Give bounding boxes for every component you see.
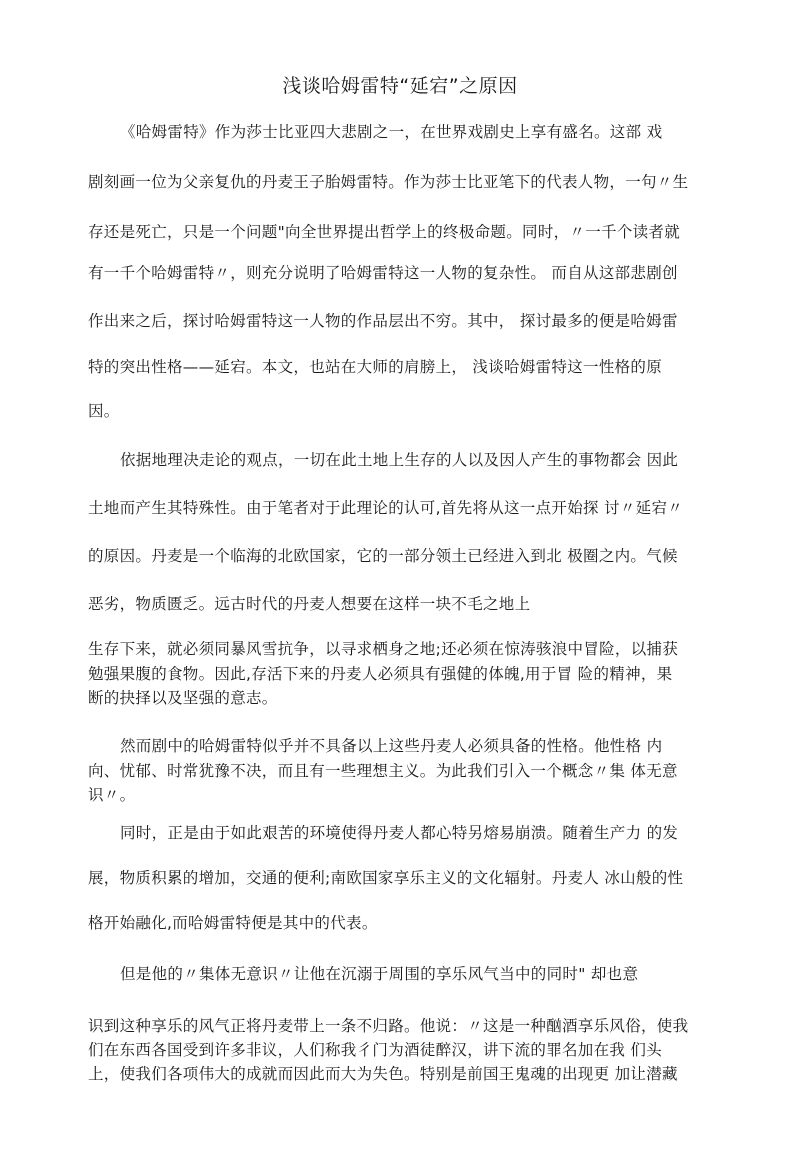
text-line: 特的突出性格——延宕。本文，也站在大师的肩膀上， 浅谈哈姆雷特这一性格的原 xyxy=(88,358,663,376)
text-line: 《哈姆雷特》作为莎士比亚四大悲剧之一，在世界戏剧史上享有盛名。这部 戏 xyxy=(120,123,663,141)
text-line: 但是他的〃集体无意识〃让他在沉溺于周围的享乐风气当中的同时" 却也意 xyxy=(120,965,639,983)
text-line: 识到这种享乐的风气正将丹麦带上一条不归路。他说：〃这是一种酗酒享乐风俗，使我 xyxy=(88,1017,689,1035)
text-line: 然而剧中的哈姆雷特似乎并不具备以上这些丹麦人必须具备的性格。他性格 内 xyxy=(120,737,663,755)
text-line: 依据地理决走论的观点，一切在此土地上生存的人以及因人产生的事物都会 因此 xyxy=(120,451,679,469)
text-line: 勉强果腹的食物。因此,存活下来的丹麦人必须具有强健的体魄,用于冒 险的精神，果 xyxy=(88,665,673,683)
text-line: 因。 xyxy=(88,402,120,420)
text-line: 有一千个哈姆雷特〃，则充分说明了哈姆雷特这一人物的复杂性。 而自从这部悲剧创 xyxy=(88,264,678,282)
text-line: 的原因。丹麦是一个临海的北欧国家，它的一部分领土已经进入到北 极圈之内。气候 xyxy=(88,547,678,565)
text-line: 们在东西各国受到许多非议，人们称我彳门为酒徒醉汉，讲下流的罪名加在我 们头 xyxy=(88,1041,663,1059)
text-line: 识〃。 xyxy=(88,786,136,804)
text-line: 展，物质积累的增加，交通的便利;南欧国家享乐主义的文化辐射。丹麦人 冰山般的性 xyxy=(88,869,684,887)
text-line: 断的抉择以及坚强的意志。 xyxy=(88,689,278,707)
text-line: 剧刻画一位为父亲复仇的丹麦王子胎姆雷特。作为莎士比亚笔下的代表人物，一句〃生 xyxy=(88,173,689,191)
text-line: 恶劣，物质匮乏。远古时代的丹麦人想要在这样一块不毛之地上 xyxy=(88,595,531,613)
document-title: 浅谈哈姆雷特“延宕”之原因 xyxy=(282,75,518,97)
text-line: 土地而产生其特殊性。由于笔者对于此理论的认可,首先将从这一点开始探 讨〃延宕〃 xyxy=(88,499,684,517)
text-line: 生存下来，就必须同暴风雪抗争，以寻求栖身之地;还必须在惊涛骇浪中冒险，以捕获 xyxy=(88,640,679,658)
text-line: 格开始融化,而哈姆雷特便是其中的代表。 xyxy=(88,914,378,932)
text-line: 上，使我们各项伟大的成就而因此而大为失色。特别是前国王鬼魂的出现更 加让潜藏 xyxy=(88,1065,678,1083)
text-line: 作出来之后，探讨哈姆雷特这一人物的作品层出不穷。其中， 探讨最多的便是哈姆雷 xyxy=(88,312,678,330)
text-line: 存还是死亡，只是一个问题"向全世界提出哲学上的终极命题。同时，〃一千个读者就 xyxy=(88,223,681,241)
text-line: 向、忧郁、时常犹豫不决，而且有一些理想主义。为此我们引入一个概念〃集 体无意 xyxy=(88,762,678,780)
text-line: 同时，正是由于如此艰苦的环境使得丹麦人都心特另熔易崩溃。随着生产力 的发 xyxy=(120,824,679,842)
